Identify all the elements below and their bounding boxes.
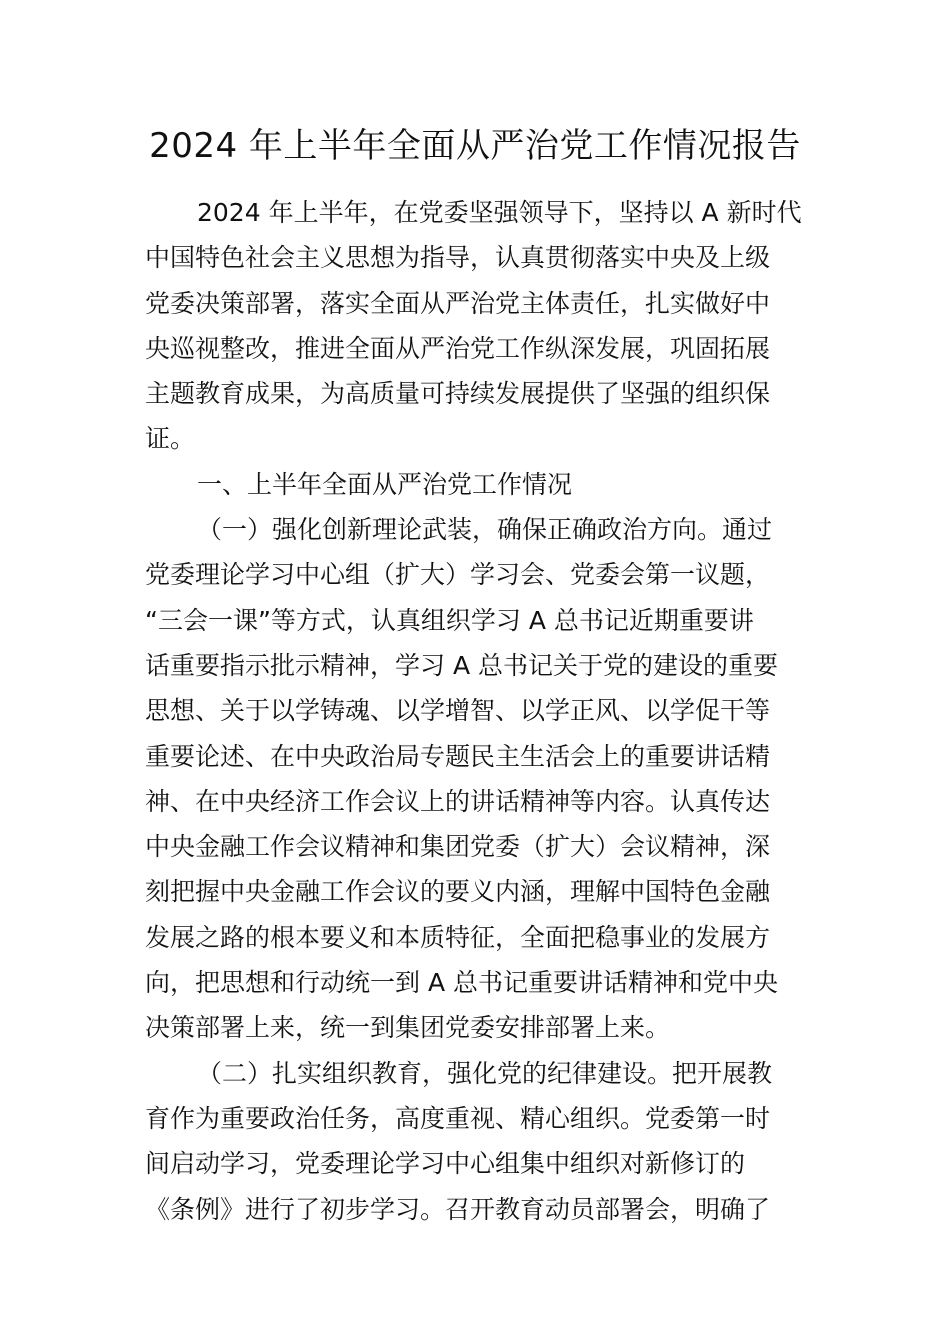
section-heading-1: 一、上半年全面从严治党工作情况 bbox=[197, 469, 573, 499]
paragraph-3-line-3: 间启动学习，党委理论学习中心组集中组织对新修订的 bbox=[145, 1149, 746, 1179]
paragraph-2-line-7: 神、在中央经济工作会议上的讲话精神等内容。认真传达 bbox=[145, 786, 771, 816]
paragraph-3-line-2: 育作为重要政治任务，高度重视、精心组织。党委第一时 bbox=[145, 1103, 771, 1133]
paragraph-2-line-4: 话重要指示批示精神，学习 A 总书记关于党的建设的重要 bbox=[145, 650, 778, 680]
document-body bbox=[145, 190, 805, 1232]
paragraph-3-line-4: 《条例》进行了初步学习。召开教育动员部署会，明确了 bbox=[145, 1194, 771, 1224]
paragraph-2-line-11: 向，把思想和行动统一到 A 总书记重要讲话精神和党中央 bbox=[145, 968, 778, 998]
paragraph-1-line-6: 证。 bbox=[145, 424, 196, 454]
paragraph-3-line-1: （二）扎实组织教育，强化党的纪律建设。把开展教 bbox=[197, 1058, 773, 1088]
paragraph-2-line-3: “三会一课”等方式，认真组织学习 A 总书记近期重要讲 bbox=[145, 605, 754, 635]
paragraph-1-line-3: 党委决策部署，落实全面从严治党主体责任，扎实做好中 bbox=[145, 288, 771, 318]
paragraph-2-line-1: （一）强化创新理论武装，确保正确政治方向。通过 bbox=[197, 515, 773, 545]
paragraph-2-line-6: 重要论述、在中央政治局专题民主生活会上的重要讲话精 bbox=[145, 741, 771, 771]
paragraph-1-line-1: 2024 年上半年，在党委坚强领导下，坚持以 A 新时代 bbox=[197, 198, 802, 227]
paragraph-2-line-8: 中央金融工作会议精神和集团党委（扩大）会议精神，深 bbox=[145, 832, 771, 862]
paragraph-2-line-5: 思想、关于以学铸魂、以学增智、以学正风、以学促干等 bbox=[145, 696, 771, 726]
paragraph-2-line-2: 党委理论学习中心组（扩大）学习会、党委会第一议题， bbox=[145, 560, 771, 590]
paragraph-1-line-4: 央巡视整改，推进全面从严治党工作纵深发展，巩固拓展 bbox=[145, 333, 771, 363]
paragraph-2-line-9: 刻把握中央金融工作会议的要义内涵，理解中国特色金融 bbox=[145, 877, 771, 907]
document-title: 2024 年上半年全面从严治党工作情况报告 bbox=[149, 126, 801, 166]
paragraph-2-line-12: 决策部署上来，统一到集团党委安排部署上来。 bbox=[145, 1013, 671, 1043]
paragraph-1-line-2: 中国特色社会主义思想为指导，认真贯彻落实中央及上级 bbox=[145, 243, 771, 273]
paragraph-2-line-10: 发展之路的根本要义和本质特征，全面把稳事业的发展方 bbox=[145, 922, 771, 952]
paragraph-1-line-5: 主题教育成果，为高质量可持续发展提供了坚强的组织保 bbox=[145, 379, 771, 409]
